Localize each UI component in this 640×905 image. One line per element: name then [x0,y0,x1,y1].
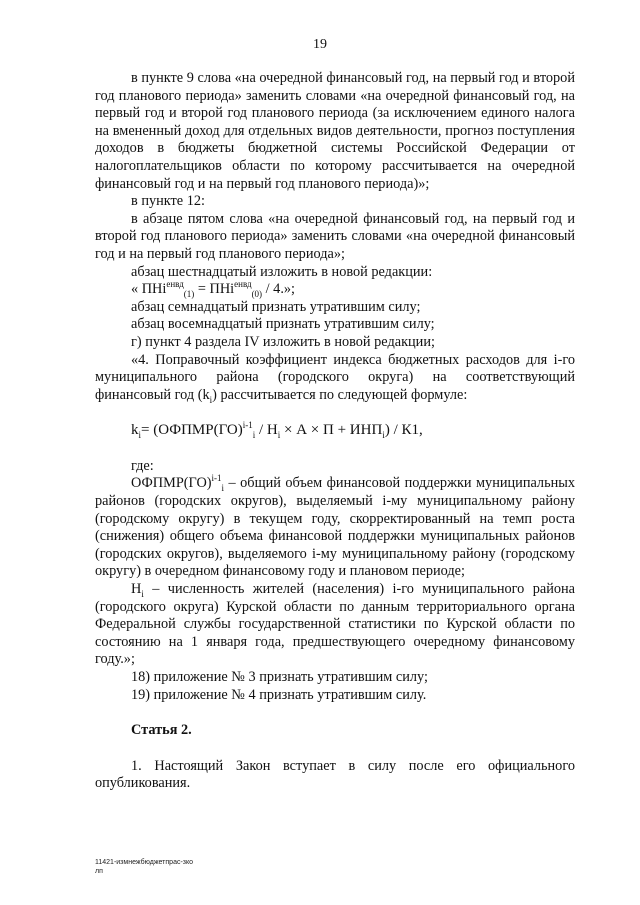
definition-ofpmr-text: – общий объем финансовой поддержки муниципальных районов (городских округов), выделяемый i-му муниципальному району (городскому округу) в текущем году, скорректированный на темп роста (снижения) общего объема финансовой поддержки муниципальных районов (городских округов), выделяемого i-му муниципальному району (городскому округу) в очередном финансовому году и плановом периоде; [95,475,575,580]
paragraph-abzac16: абзац шестнадцатый изложить в новой редакции: [131,263,433,280]
where-label: где: [131,457,154,474]
formula-envd-sup1: енвд [166,279,184,290]
article-2-title: Статья 2. [131,722,192,739]
footer-line-2: лп [95,868,103,875]
formula-envd-i1: i [162,281,167,298]
paragraph-abzac17: абзац семнадцатый признать утратившим силу; [131,298,421,315]
formula-envd [95,281,575,299]
paragraph-item9: в пункте 9 слова «на очередной финансовый год, на первый год и второй год планового периода» заменить словами «на очередной финансовый год, на первый год и второй год планового периода (за исключением единого налога на вмененный доход для отдельных видов деятельности, прогноз поступления доходов в бюджеты бюджетной системы Российской Федерации от налогоплательщиков области по которому рассчитывается на очередной финансовый год и на первый год планового периода)»; [95,70,575,192]
paragraph-item4-sub: i [209,394,213,405]
definition-n-sub: i [141,588,144,599]
definition-ofpmr-sub: i [221,483,225,494]
article-2-text: 1. Настоящий Закон вступает в силу после его официального опубликования. [95,757,575,792]
formula-k-lhs-sub: i [138,430,142,441]
paragraph-item4 [95,352,575,405]
page-number: 19 [313,37,327,52]
footer-line-1: 11421-измнежбюджетпрас-зко [95,859,194,866]
formula-envd-mid: = ПН [194,281,231,298]
formula-k-sub: i [252,430,256,441]
definition-ofpmr-term: ОФПМР(ГО) [131,475,212,492]
definition-n [95,581,575,669]
formula-k-tail: × А × П + ИНП [280,422,383,439]
formula-envd-close: / 4.»; [262,281,296,298]
paragraph-item12: в пункте 12: [131,193,205,210]
formula-k-sup: i-1 [242,420,253,431]
definition-n-term: Н [131,581,142,598]
item-19: 19) приложение № 4 признать утратившим силу. [131,686,427,703]
document-body [95,70,575,793]
formula-k-rest: / Н [255,422,278,439]
definition-ofpmr-sup: i-1 [211,473,222,484]
paragraph-item4-text: «4. Поправочный коэффициент индекса бюджетных расходов для i-го муниципального района (городского округа) на соответствующий финансовый год (k [95,351,575,403]
formula-k-eq: = (ОФПМР(ГО) [141,422,243,439]
formula-envd-sub2: (0) [251,288,263,299]
paragraph-item4-tail: ) рассчитывается по следующей формуле: [212,386,468,403]
formula-k-h-sub: i [277,430,281,441]
footer-code [95,858,193,876]
formula-envd-open: « ПН [131,281,163,298]
paragraph-item-g: г) пункт 4 раздела IV изложить в новой редакции; [131,333,435,350]
formula-k [95,422,575,440]
paragraph-abzac18: абзац восемнадцатый признать утратившим силу; [131,316,435,333]
item-18: 18) приложение № 3 признать утратившим силу; [131,669,428,685]
formula-k-inp-sub: i [382,430,385,441]
formula-k-lhs: k [131,422,139,439]
formula-envd-i2: i [230,281,235,298]
formula-k-end: ) / К1, [384,422,423,439]
formula-envd-sup2: енвд [234,279,252,290]
definition-n-text: – численность жителей (населения) i-го муниципального района (городского округа) Курской области по данным территориального органа Федеральной службы государственной статистики по Курской области по состоянию на 1 января года, предшествующего очередному финансовому году.»; [95,581,575,668]
definition-ofpmr [95,475,575,581]
formula-envd-sub1: (1) [183,288,195,299]
paragraph-abzac5: в абзаце пятом слова «на очередной финансовый год, на первый год и второй год планового периода» заменить словами «на очередной финансовый год и на первый год планового периода»; [95,210,575,262]
